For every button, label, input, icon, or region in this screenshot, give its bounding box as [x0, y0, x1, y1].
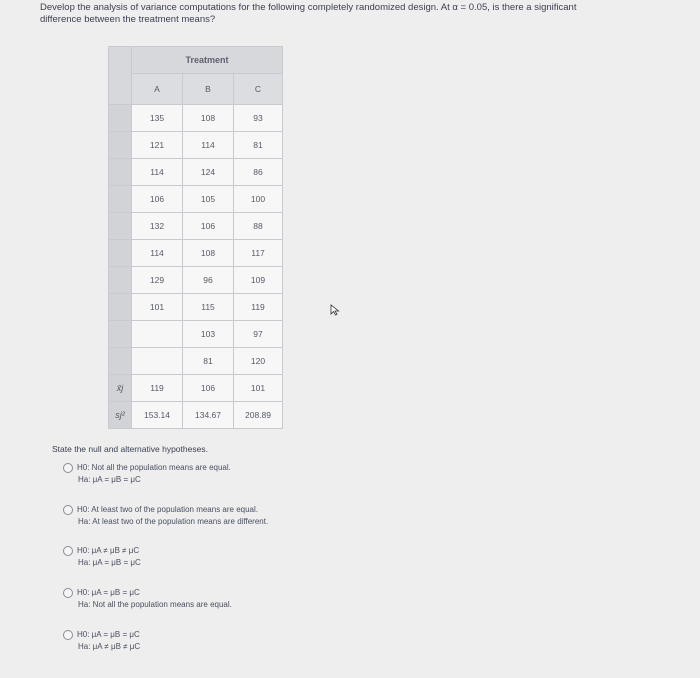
table-row — [109, 267, 283, 294]
cell: 86 — [234, 159, 283, 186]
variance-a: 153.14 — [132, 402, 183, 429]
option-2-h0: H0: At least two of the population means are equal. — [77, 505, 259, 514]
cell: 120 — [234, 348, 283, 375]
cell: 129 — [132, 267, 183, 294]
option-4-ha: Ha: Not all the population means are equal. — [78, 600, 232, 609]
data-table — [108, 46, 283, 429]
cell — [132, 321, 183, 348]
table-row — [109, 321, 283, 348]
cell: 124 — [183, 159, 234, 186]
table-row — [109, 294, 283, 321]
variance-b: 134.67 — [183, 402, 234, 429]
variances-row — [109, 402, 283, 429]
cell — [132, 348, 183, 375]
column-header-b: B — [183, 74, 234, 105]
cell: 106 — [132, 186, 183, 213]
cell: 108 — [183, 105, 234, 132]
table-row — [109, 186, 283, 213]
option-5-h0: H0: μA = μB = μC — [77, 630, 140, 639]
radio-button[interactable] — [63, 463, 73, 473]
cell: 114 — [183, 132, 234, 159]
mean-symbol: x̄j — [109, 375, 132, 402]
option-1[interactable] — [63, 462, 231, 486]
option-3[interactable] — [63, 545, 141, 569]
table-row — [109, 240, 283, 267]
cell: 106 — [183, 213, 234, 240]
column-header-c: C — [234, 74, 283, 105]
cell: 121 — [132, 132, 183, 159]
variance-c: 208.89 — [234, 402, 283, 429]
cell: 105 — [183, 186, 234, 213]
mean-b: 106 — [183, 375, 234, 402]
option-2[interactable] — [63, 504, 268, 528]
cell: 114 — [132, 240, 183, 267]
treatment-header: Treatment — [132, 47, 283, 74]
table-row — [109, 213, 283, 240]
table-row — [109, 132, 283, 159]
mean-a: 119 — [132, 375, 183, 402]
mean-c: 101 — [234, 375, 283, 402]
cell: 119 — [234, 294, 283, 321]
cell: 81 — [234, 132, 283, 159]
table-row — [109, 105, 283, 132]
question-line-2: difference between the treatment means? — [40, 14, 216, 25]
option-4-h0: H0: μA = μB = μC — [77, 588, 140, 597]
cell: 100 — [234, 186, 283, 213]
question-line-1: Develop the analysis of variance computations for the following completely randomized design. At α = 0.05, is there a significant — [40, 2, 577, 13]
cell: 93 — [234, 105, 283, 132]
cell: 88 — [234, 213, 283, 240]
table-row — [109, 348, 283, 375]
option-3-ha: Ha: μA = μB = μC — [78, 558, 141, 567]
cell: 115 — [183, 294, 234, 321]
cell: 135 — [132, 105, 183, 132]
option-2-ha: Ha: At least two of the population means are different. — [78, 517, 269, 526]
radio-button[interactable] — [63, 588, 73, 598]
prompt-text: State the null and alternative hypotheses. — [52, 444, 208, 454]
row-label-header — [109, 47, 132, 105]
table-row — [109, 159, 283, 186]
radio-button[interactable] — [63, 546, 73, 556]
option-4[interactable] — [63, 587, 232, 611]
cell: 81 — [183, 348, 234, 375]
cell: 103 — [183, 321, 234, 348]
cell: 97 — [234, 321, 283, 348]
option-1-ha: Ha: μA = μB = μC — [78, 475, 141, 484]
radio-button[interactable] — [63, 505, 73, 515]
cell: 114 — [132, 159, 183, 186]
option-5-ha: Ha: μA ≠ μB ≠ μC — [78, 642, 141, 651]
radio-button[interactable] — [63, 630, 73, 640]
cell: 132 — [132, 213, 183, 240]
cell: 101 — [132, 294, 183, 321]
option-1-h0: H0: Not all the population means are equal. — [77, 463, 231, 472]
cell: 109 — [234, 267, 283, 294]
cell: 117 — [234, 240, 283, 267]
column-header-a: A — [132, 74, 183, 105]
cell: 108 — [183, 240, 234, 267]
question-text — [40, 2, 690, 26]
variance-symbol: sj² — [109, 402, 132, 429]
option-3-h0: H0: μA ≠ μB ≠ μC — [77, 546, 140, 555]
cell: 96 — [183, 267, 234, 294]
mouse-cursor-icon — [330, 304, 340, 316]
means-row — [109, 375, 283, 402]
option-5[interactable] — [63, 629, 140, 653]
